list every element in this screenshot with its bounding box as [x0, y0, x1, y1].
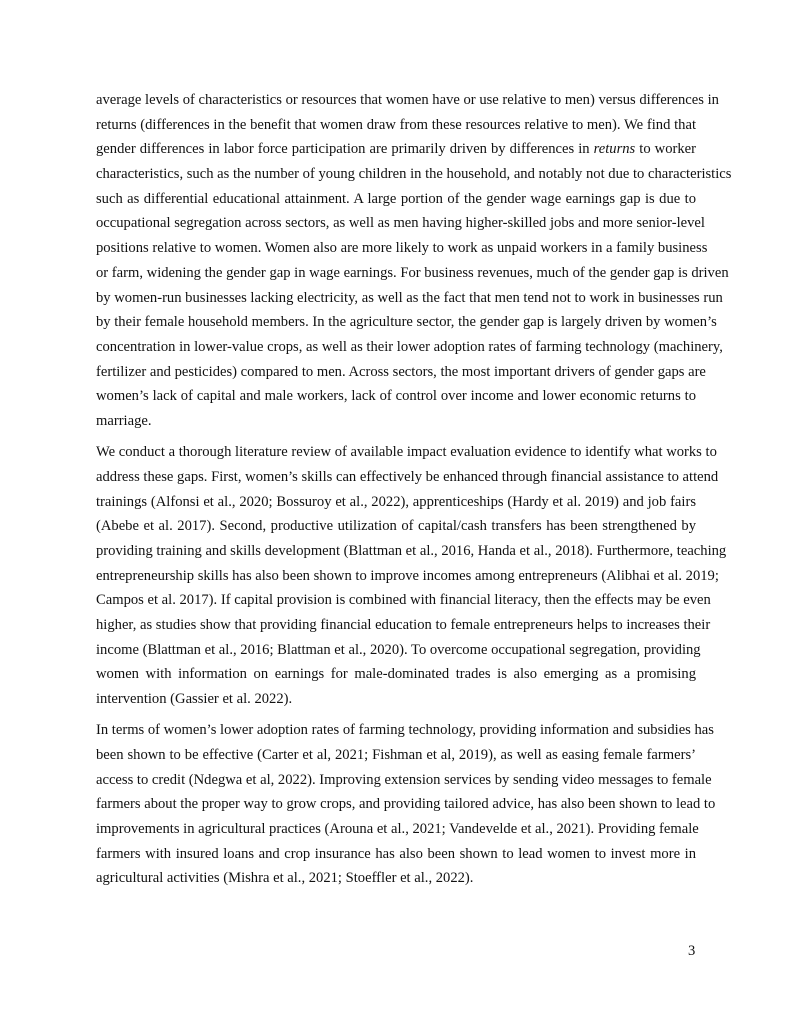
text-line: agricultural activities (Mishra et al., 2021; Stoeffler et al., 2022). — [96, 870, 474, 887]
paragraph — [96, 440, 727, 712]
text-line: trainings (Alfonsi et al., 2020; Bossuroy et al., 2022), apprenticeships (Hardy et al. 2019) and job fairs — [96, 493, 696, 510]
text-line: higher, as studies show that providing financial education to female entrepreneurs helps to increases their — [96, 616, 711, 633]
text-line: concentration in lower-value crops, as well as their lower adoption rates of farming technology (machinery, — [96, 338, 723, 355]
text-line — [96, 137, 696, 162]
text-line: fertilizer and pesticides) compared to men. Across sectors, the most important drivers of gender gaps are — [96, 363, 706, 380]
text-line: by their female household members. In the agriculture sector, the gender gap is largely driven by women’s — [96, 314, 717, 331]
text-line: We conduct a thorough literature review of available impact evaluation evidence to identify what works to — [96, 444, 717, 461]
document-body — [96, 88, 732, 898]
text-line: women’s lack of capital and male workers, lack of control over income and lower economic returns to — [96, 388, 696, 405]
text-line: In terms of women’s lower adoption rates of farming technology, providing information and subsidies has — [96, 722, 714, 739]
paragraph — [96, 88, 732, 434]
text-line: occupational segregation across sectors, as well as men having higher-skilled jobs and more senior-level — [96, 215, 705, 232]
text-line: intervention (Gassier et al. 2022). — [96, 691, 293, 707]
text-line: women with information on earnings for male-dominated trades is also emerging as a promising — [96, 666, 696, 683]
text-line: or farm, widening the gender gap in wage earnings. For business revenues, much of the gender gap is driven — [96, 264, 729, 281]
text-line: positions relative to women. Women also are more likely to work as unpaid workers in a family business — [96, 240, 708, 257]
text-line: marriage. — [96, 412, 152, 429]
text-line: returns (differences in the benefit that women draw from these resources relative to men). We find that — [96, 116, 696, 133]
text-line: average levels of characteristics or resources that women have or use relative to men) versus differences in — [96, 92, 719, 108]
text-line: (Abebe et al. 2017). Second, productive utilization of capital/cash transfers has been strengthened by — [96, 518, 696, 535]
page-number: 3 — [688, 943, 696, 959]
italic-term: returns — [593, 141, 636, 158]
text-span: to worker — [635, 141, 696, 158]
text-line: entrepreneurship skills has also been shown to improve incomes among entrepreneurs (Alibhai et al. 2019; — [96, 567, 719, 584]
text-line: been shown to be effective (Carter et al, 2021; Fishman et al, 2019), as well as easing female farmers’ — [96, 746, 696, 763]
text-line: Campos et al. 2017). If capital provision is combined with financial literacy, then the effects may be even — [96, 592, 711, 609]
text-line: providing training and skills development (Blattman et al., 2016, Handa et al., 2018). Furthermore, teaching — [96, 542, 727, 559]
text-line: characteristics, such as the number of young children in the household, and notably not due to characteristics — [96, 166, 732, 183]
text-line: improvements in agricultural practices (Arouna et al., 2021; Vandevelde et al., 2021). Providing female — [96, 820, 699, 837]
text-line: farmers with insured loans and crop insurance has also been shown to lead women to invest more in — [96, 845, 696, 862]
paragraph — [96, 718, 716, 891]
text-line: such as differential educational attainment. A large portion of the gender wage earnings gap is due to — [96, 190, 696, 207]
text-line: farmers about the proper way to grow crops, and providing tailored advice, has also been shown to lead to — [96, 796, 716, 813]
text-line: address these gaps. First, women’s skills can effectively be enhanced through financial assistance to attend — [96, 468, 719, 485]
text-span: gender differences in labor force participation are primarily driven by differences in — [96, 141, 594, 158]
text-line: income (Blattman et al., 2016; Blattman et al., 2020). To overcome occupational segregation, providing — [96, 641, 701, 658]
text-line: by women-run businesses lacking electricity, as well as the fact that men tend not to work in businesses run — [96, 289, 723, 306]
text-line: access to credit (Ndegwa et al, 2022). Improving extension services by sending video messages to female — [96, 771, 712, 788]
